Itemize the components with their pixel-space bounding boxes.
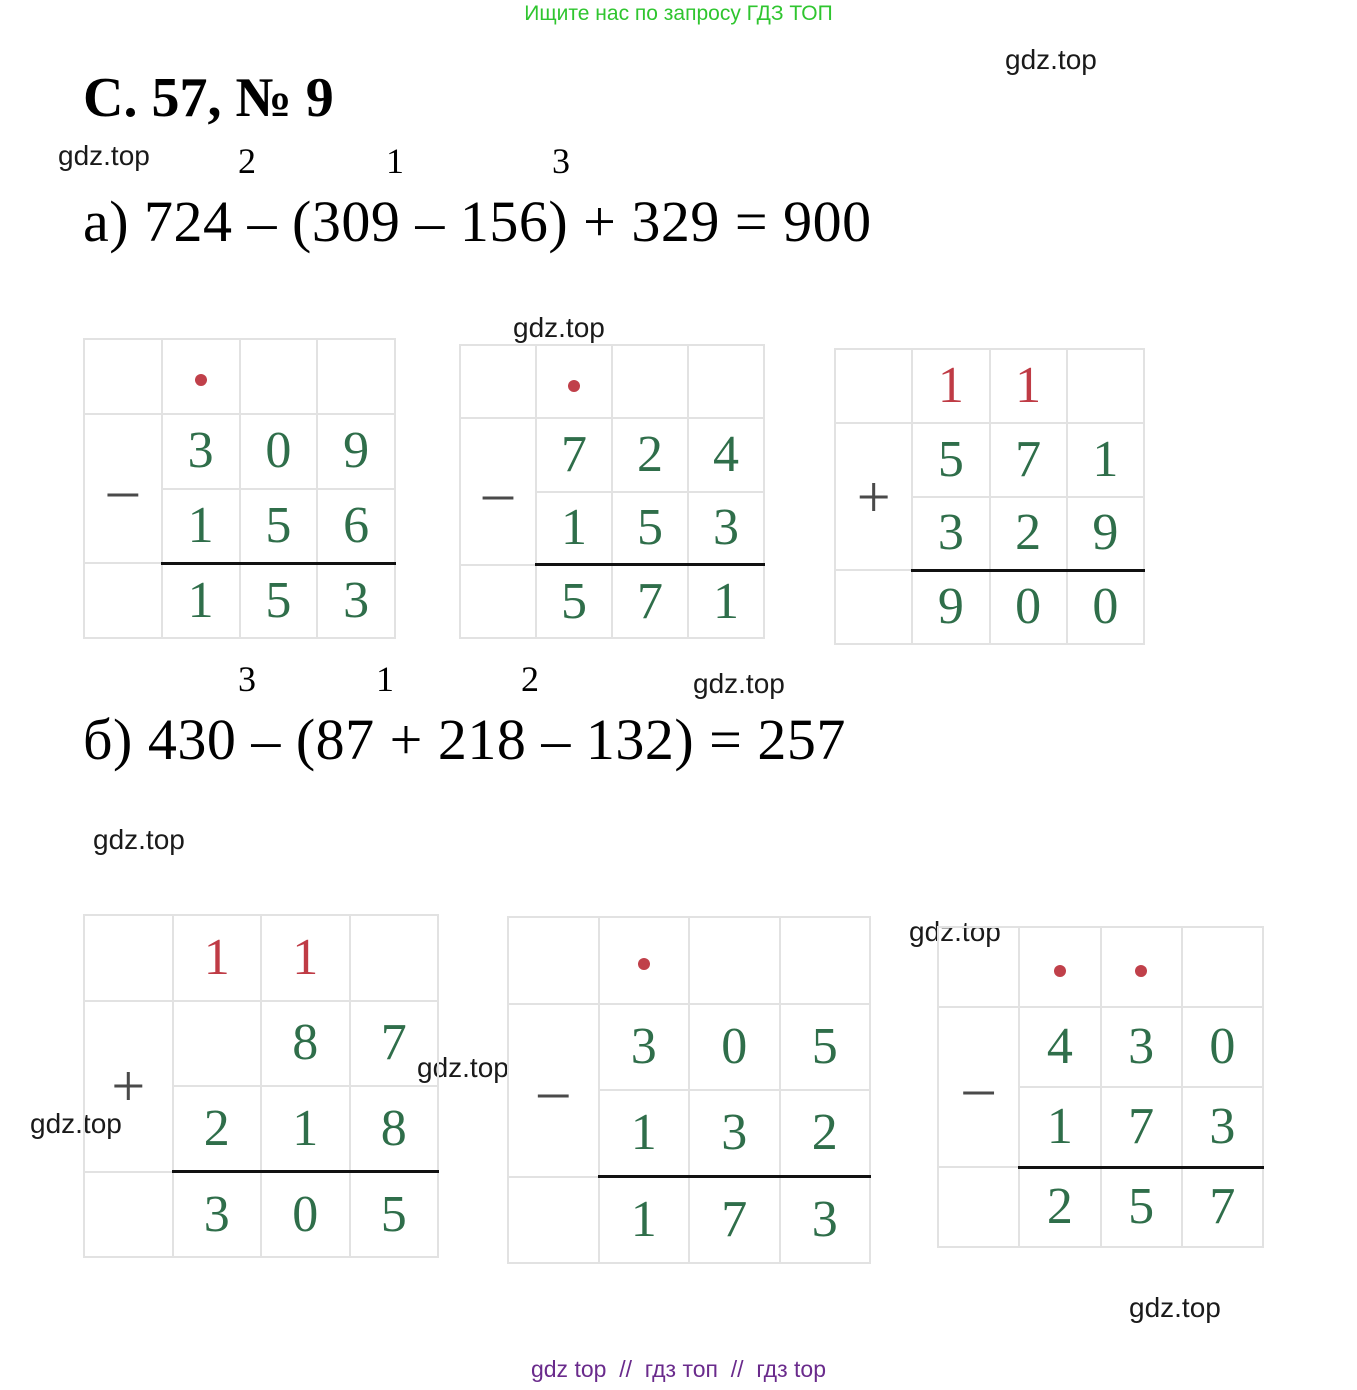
digit-cell: 9 xyxy=(1067,497,1144,571)
digit-cell: 5 xyxy=(1101,1167,1182,1247)
minuend-row xyxy=(84,1001,438,1087)
digit-cell: 7 xyxy=(1101,1087,1182,1167)
column-calc xyxy=(83,914,439,1258)
digit-cell: 5 xyxy=(912,423,989,497)
operation-order-number: 2 xyxy=(521,659,539,699)
empty-cell xyxy=(84,339,162,414)
digit-cell: 1 xyxy=(688,565,764,638)
minuend-row xyxy=(460,418,764,491)
operator-sign: – xyxy=(938,1007,1019,1167)
column-calc xyxy=(834,348,1145,645)
digit-cell: 6 xyxy=(317,489,395,564)
digit-cell: 1 xyxy=(599,1177,690,1264)
carry-digit: 1 xyxy=(173,915,262,1001)
column-calc xyxy=(937,926,1264,1248)
empty-cell xyxy=(835,349,912,423)
digit-cell: 5 xyxy=(780,1004,871,1091)
borrow-dot-icon xyxy=(568,380,580,392)
watermark: gdz.top xyxy=(30,1108,122,1139)
column-calc xyxy=(507,916,871,1264)
empty-cell xyxy=(84,563,162,638)
operation-order-number: 3 xyxy=(238,659,256,699)
digit-cell: 3 xyxy=(599,1004,690,1091)
watermark: gdz.top xyxy=(93,824,185,855)
operator-sign: – xyxy=(508,1004,599,1177)
result-row xyxy=(508,1177,870,1264)
borrow-dot-icon xyxy=(1054,965,1066,977)
digit-cell: 0 xyxy=(261,1172,350,1258)
carry-digit xyxy=(1067,349,1144,423)
operation-order-number: 3 xyxy=(552,141,570,181)
digit-cell: 3 xyxy=(689,1090,780,1177)
carry-row xyxy=(508,917,870,1004)
digit-cell: 4 xyxy=(688,418,764,491)
carry-digit xyxy=(612,345,688,418)
digit-cell: 2 xyxy=(173,1086,262,1172)
borrow-dot-icon xyxy=(1135,965,1147,977)
expression-a: а) 724 – (309 – 156) + 329 = 900 xyxy=(83,189,872,254)
carry-digit xyxy=(1182,927,1263,1007)
digit-cell: 7 xyxy=(612,565,688,638)
operation-order-number: 1 xyxy=(376,659,394,699)
borrow-dot xyxy=(599,917,690,1004)
page-title: С. 57, № 9 xyxy=(83,67,334,129)
empty-cell xyxy=(835,570,912,644)
borrow-dot xyxy=(536,345,612,418)
result-row xyxy=(84,563,395,638)
carry-digit xyxy=(240,339,318,414)
watermark: gdz.top xyxy=(58,140,150,171)
borrow-dot-icon xyxy=(195,374,207,386)
operator-sign: – xyxy=(84,414,162,564)
digit-cell: 0 xyxy=(240,414,318,489)
carry-digit: 1 xyxy=(990,349,1067,423)
digit-cell: 5 xyxy=(240,563,318,638)
carry-digit xyxy=(780,917,871,1004)
result-row xyxy=(835,570,1144,644)
empty-cell xyxy=(508,1177,599,1264)
search-banner: Ищите нас по запросу ГДЗ ТОП xyxy=(524,2,833,25)
digit-cell xyxy=(173,1001,262,1087)
minuend-row xyxy=(84,414,395,489)
digit-cell: 9 xyxy=(912,570,989,644)
carry-row xyxy=(84,915,438,1001)
digit-cell: 3 xyxy=(1182,1087,1263,1167)
digit-cell: 1 xyxy=(261,1086,350,1172)
carry-row xyxy=(938,927,1263,1007)
digit-cell: 3 xyxy=(162,414,240,489)
digit-cell: 0 xyxy=(990,570,1067,644)
digit-cell: 1 xyxy=(162,489,240,564)
minuend-row xyxy=(835,423,1144,497)
operator-sign: + xyxy=(84,1001,173,1172)
carry-row xyxy=(84,339,395,414)
digit-cell: 0 xyxy=(1182,1007,1263,1087)
carry-digit xyxy=(350,915,439,1001)
watermark: gdz.top xyxy=(1129,1292,1221,1323)
expression-b: б) 430 – (87 + 218 – 132) = 257 xyxy=(83,707,846,772)
digit-cell: 3 xyxy=(1101,1007,1182,1087)
digit-cell: 3 xyxy=(317,563,395,638)
carry-digit xyxy=(317,339,395,414)
carry-digit: 1 xyxy=(912,349,989,423)
digit-cell: 1 xyxy=(162,563,240,638)
column-calc xyxy=(459,344,765,639)
digit-cell: 7 xyxy=(689,1177,780,1264)
digit-cell: 1 xyxy=(599,1090,690,1177)
operator-sign: + xyxy=(835,423,912,571)
digit-cell: 5 xyxy=(536,565,612,638)
borrow-dot xyxy=(1019,927,1100,1007)
empty-cell xyxy=(84,1172,173,1258)
watermark: gdz.top xyxy=(1005,44,1097,75)
digit-cell: 1 xyxy=(1067,423,1144,497)
empty-cell xyxy=(460,565,536,638)
empty-cell xyxy=(938,927,1019,1007)
result-row xyxy=(460,565,764,638)
digit-cell: 7 xyxy=(990,423,1067,497)
digit-cell: 7 xyxy=(350,1001,439,1087)
watermark: gdz.top xyxy=(693,668,785,699)
footer-links: gdz top // гдз топ // гдз top xyxy=(530,1356,827,1382)
borrow-dot xyxy=(1101,927,1182,1007)
watermark: gdz.top xyxy=(909,916,1001,947)
carry-row xyxy=(835,349,1144,423)
digit-cell: 2 xyxy=(1019,1167,1100,1247)
digit-cell: 8 xyxy=(261,1001,350,1087)
digit-cell: 2 xyxy=(780,1090,871,1177)
column-calc xyxy=(83,338,396,639)
carry-row xyxy=(460,345,764,418)
minuend-row xyxy=(508,1004,870,1091)
watermark: gdz.top xyxy=(513,312,605,343)
empty-cell xyxy=(508,917,599,1004)
digit-cell: 5 xyxy=(612,492,688,565)
digit-cell: 4 xyxy=(1019,1007,1100,1087)
digit-cell: 3 xyxy=(780,1177,871,1264)
digit-cell: 1 xyxy=(1019,1087,1100,1167)
digit-cell: 3 xyxy=(688,492,764,565)
watermark: gdz.top xyxy=(417,1052,509,1083)
empty-cell xyxy=(938,1167,1019,1247)
operation-order-number: 1 xyxy=(386,141,404,181)
digit-cell: 7 xyxy=(536,418,612,491)
carry-digit: 1 xyxy=(261,915,350,1001)
carry-digit xyxy=(689,917,780,1004)
digit-cell: 5 xyxy=(240,489,318,564)
operation-order-number: 2 xyxy=(238,141,256,181)
borrow-dot xyxy=(162,339,240,414)
digit-cell: 0 xyxy=(1067,570,1144,644)
digit-cell: 8 xyxy=(350,1086,439,1172)
result-row xyxy=(938,1167,1263,1247)
digit-cell: 5 xyxy=(350,1172,439,1258)
digit-cell: 2 xyxy=(612,418,688,491)
minuend-row xyxy=(938,1007,1263,1087)
operator-sign: – xyxy=(460,418,536,565)
carry-digit xyxy=(688,345,764,418)
digit-cell: 3 xyxy=(912,497,989,571)
digit-cell: 9 xyxy=(317,414,395,489)
empty-cell xyxy=(84,915,173,1001)
empty-cell xyxy=(460,345,536,418)
digit-cell: 7 xyxy=(1182,1167,1263,1247)
digit-cell: 3 xyxy=(173,1172,262,1258)
digit-cell: 1 xyxy=(536,492,612,565)
digit-cell: 2 xyxy=(990,497,1067,571)
borrow-dot-icon xyxy=(638,958,650,970)
result-row xyxy=(84,1172,438,1258)
digit-cell: 0 xyxy=(689,1004,780,1091)
